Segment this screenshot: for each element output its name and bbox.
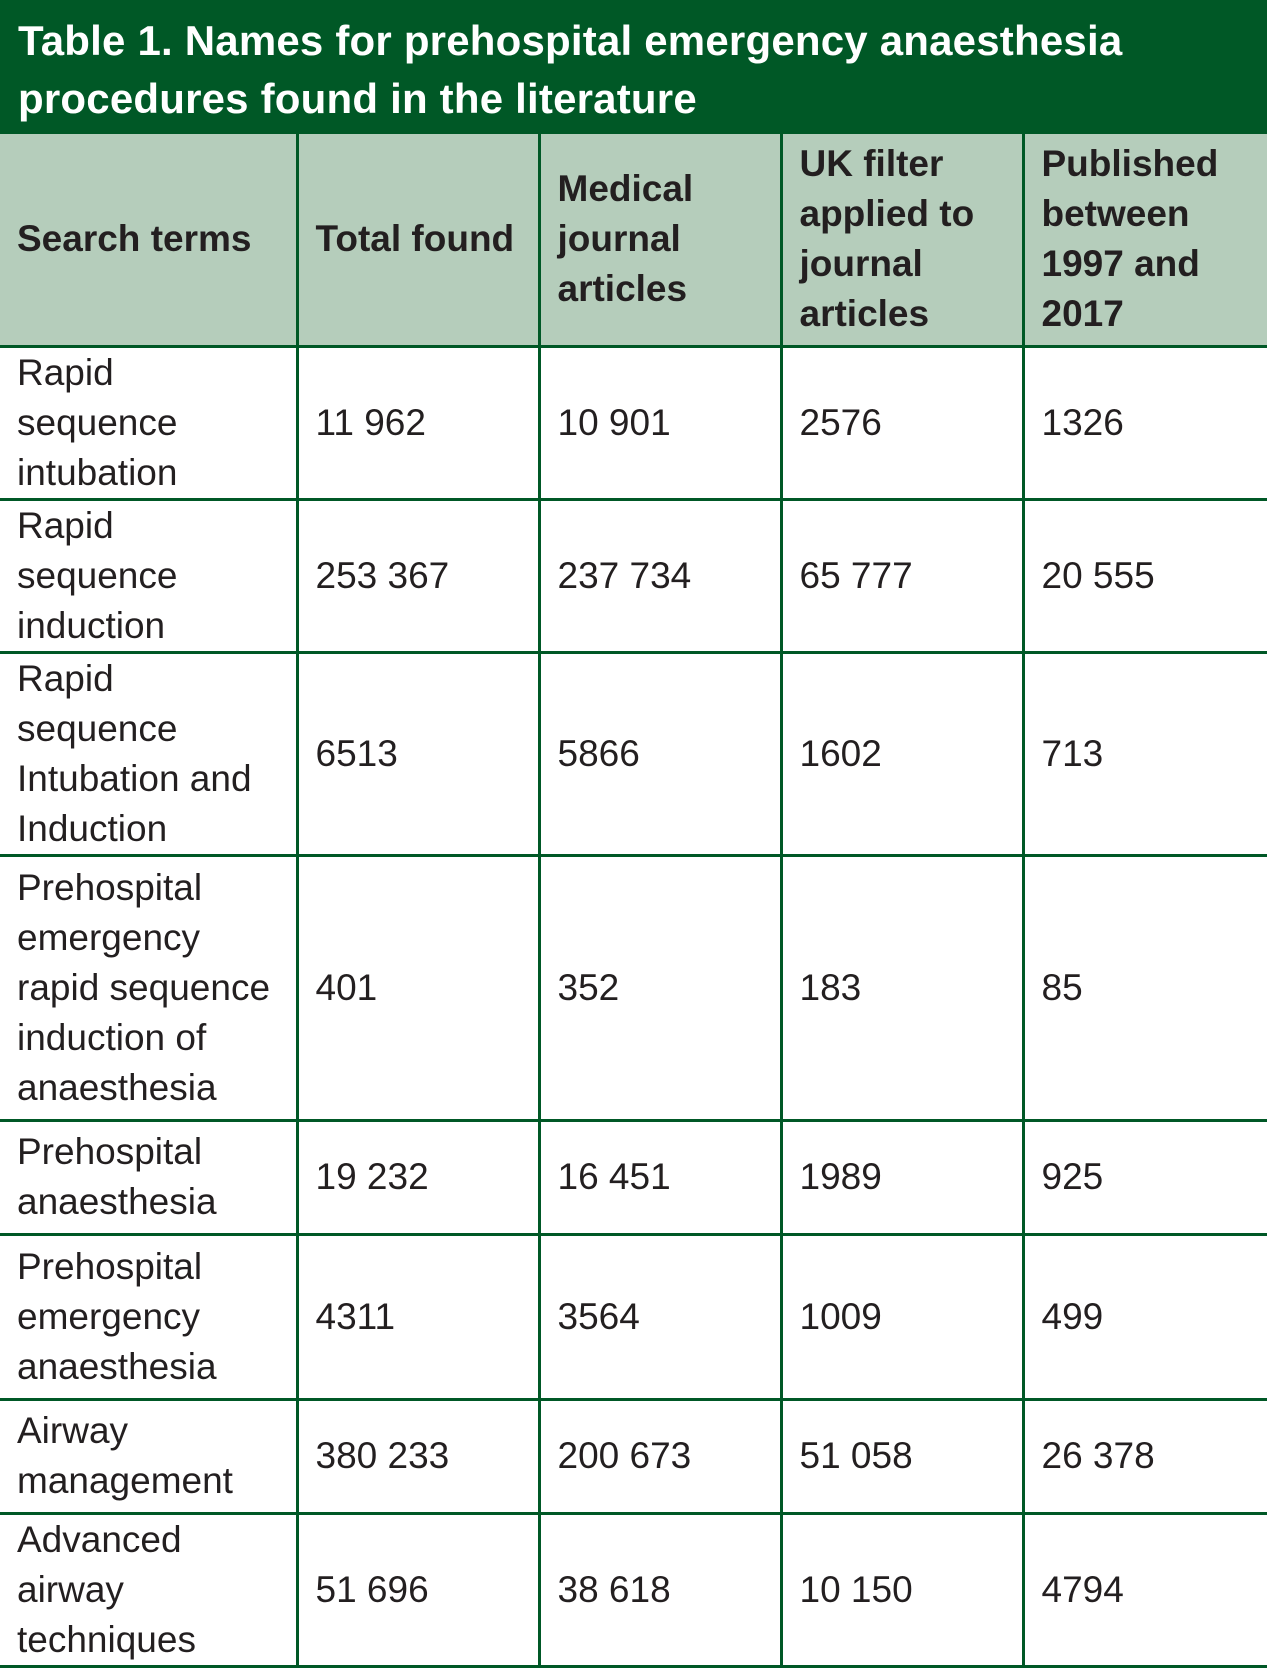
cell-search-term: Rapid sequence intubation [0,346,297,499]
header-medical-journal-articles: Medical journal articles [539,134,781,346]
table-row [0,346,1267,499]
table-row [0,1234,1267,1399]
cell-medical-articles: 5866 [539,652,781,855]
cell-published: 4794 [1023,1513,1267,1666]
cell-uk-filter: 183 [781,855,1023,1120]
table-row [0,652,1267,855]
cell-total-found: 253 367 [297,499,539,652]
cell-uk-filter: 2576 [781,346,1023,499]
cell-total-found: 11 962 [297,346,539,499]
cell-published: 713 [1023,652,1267,855]
cell-medical-articles: 3564 [539,1234,781,1399]
cell-published: 925 [1023,1120,1267,1234]
cell-published: 499 [1023,1234,1267,1399]
cell-published: 26 378 [1023,1399,1267,1513]
cell-medical-articles: 38 618 [539,1513,781,1666]
cell-total-found: 51 696 [297,1513,539,1666]
cell-medical-articles: 352 [539,855,781,1120]
cell-medical-articles: 200 673 [539,1399,781,1513]
table-row [0,1513,1267,1666]
header-search-terms: Search terms [0,134,297,346]
header-row [0,134,1267,346]
cell-uk-filter: 1009 [781,1234,1023,1399]
cell-published: 20 555 [1023,499,1267,652]
cell-total-found: 380 233 [297,1399,539,1513]
cell-total-found: 401 [297,855,539,1120]
cell-uk-filter: 1602 [781,652,1023,855]
cell-total-found: 6513 [297,652,539,855]
cell-uk-filter: 10 150 [781,1513,1023,1666]
cell-uk-filter: 65 777 [781,499,1023,652]
cell-uk-filter: 51 058 [781,1399,1023,1513]
table-title: Table 1. Names for prehospital emergency anaesthesia procedures found in the literature [0,0,1267,134]
header-uk-filter: UK filter applied to journal articles [781,134,1023,346]
cell-medical-articles: 237 734 [539,499,781,652]
table-row [0,499,1267,652]
cell-search-term: Rapid sequence Intubation and Induction [0,652,297,855]
cell-search-term: Rapid sequence induction [0,499,297,652]
data-table [0,134,1267,1668]
table-row [0,1120,1267,1234]
cell-uk-filter: 1989 [781,1120,1023,1234]
cell-search-term: Prehospital emergency anaesthesia [0,1234,297,1399]
cell-total-found: 4311 [297,1234,539,1399]
cell-search-term: Prehospital anaesthesia [0,1120,297,1234]
cell-search-term: Advanced airway techniques [0,1513,297,1666]
table-row [0,1399,1267,1513]
cell-published: 1326 [1023,346,1267,499]
cell-search-term: Prehospital emergency rapid sequence induction of anaesthesia [0,855,297,1120]
header-published-between: Published between 1997 and 2017 [1023,134,1267,346]
cell-published: 85 [1023,855,1267,1120]
cell-medical-articles: 16 451 [539,1120,781,1234]
cell-medical-articles: 10 901 [539,346,781,499]
header-total-found: Total found [297,134,539,346]
table-row [0,855,1267,1120]
cell-search-term: Airway management [0,1399,297,1513]
cell-total-found: 19 232 [297,1120,539,1234]
